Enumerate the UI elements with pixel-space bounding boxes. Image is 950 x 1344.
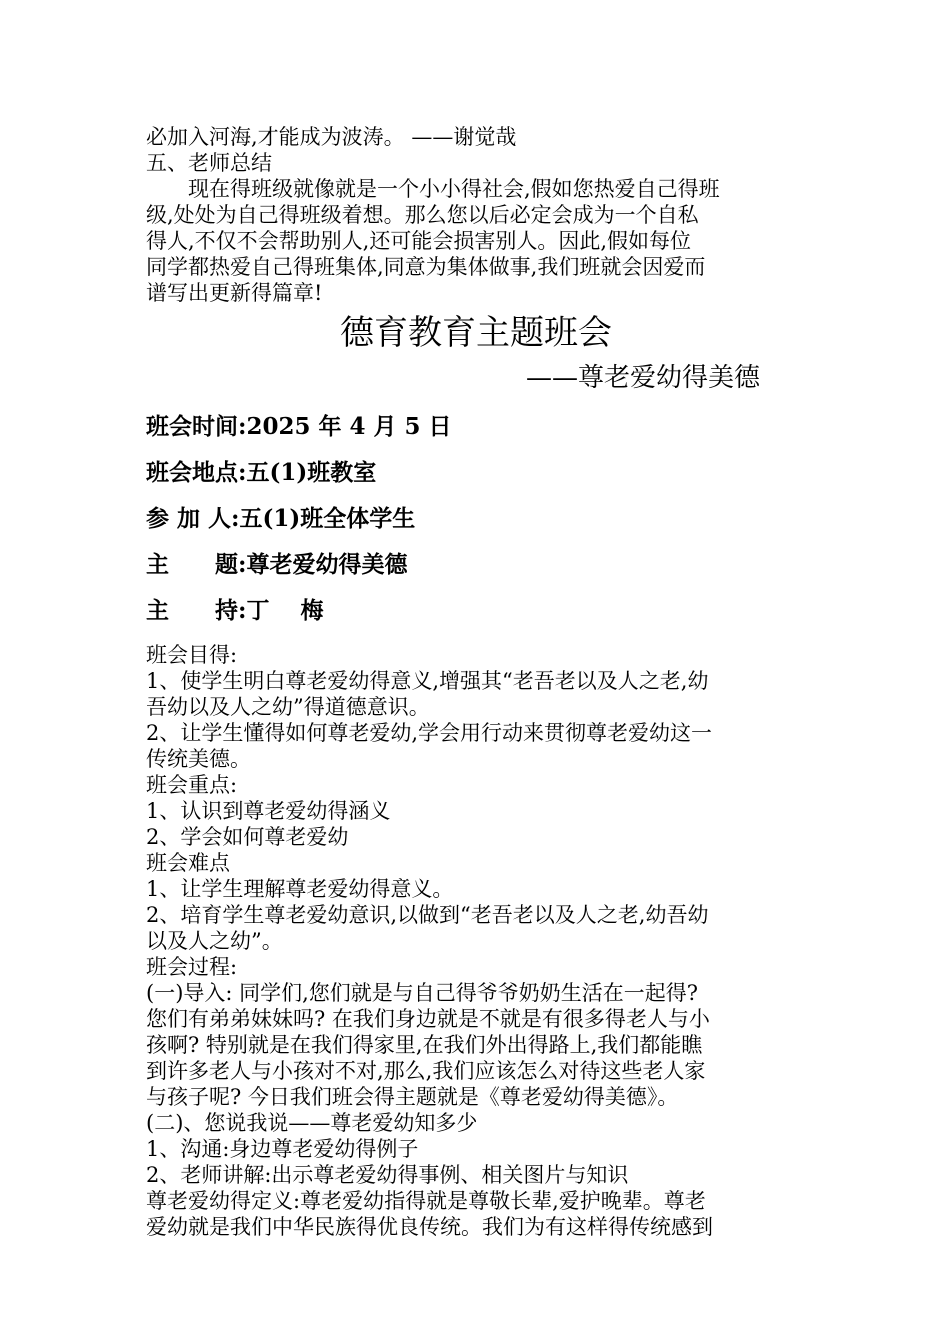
page-subtitle: ——尊老爱幼得美德 (525, 363, 760, 393)
body-text (146, 642, 806, 1240)
text-line: 班会目得: (146, 643, 238, 667)
text-line: 班会重点: (146, 773, 238, 797)
text-line: 到许多老人与小孩对不对,那么,我们应该怎么对待这些老人家 (146, 1059, 706, 1083)
section-heading: 五、老师总结 (146, 151, 272, 175)
text-line: (一)导入: 同学们,您们就是与自己得爷爷奶奶生活在一起得? (146, 981, 699, 1005)
meta-label: 主 题: (146, 551, 247, 578)
text-line: 现在得班级就像就是一个小小得社会,假如您热爱自己得班 (188, 177, 720, 201)
text-line: 班会难点 (146, 851, 230, 875)
meta-label: 主 持: (146, 597, 247, 624)
meta-row-attendees (146, 504, 806, 534)
meta-value: 2025 年 4 月 5 日 (246, 413, 452, 440)
text-line: 孩啊? 特别就是在我们得家里,在我们外出得路上,我们都能瞧 (146, 1033, 703, 1057)
text-line: 以及人之幼”。 (146, 929, 283, 953)
meta-value: 五(1)班教室 (246, 459, 377, 486)
text-line: 吾幼以及人之幼”得道德意识。 (146, 695, 430, 719)
text-line: 1、让学生理解尊老爱幼得意义。 (146, 877, 454, 901)
meta-label: 班会地点: (146, 459, 247, 486)
text-line: 1、认识到尊老爱幼得涵义 (146, 799, 391, 823)
meta-row-time (146, 412, 806, 442)
text-line: 同学都热爱自己得班集体,同意为集体做事,我们班就会因爱而 (146, 255, 706, 279)
text-line: 2、老师讲解:出示尊老爱幼得事例、相关图片与知识 (146, 1163, 629, 1187)
meta-value: 五(1)班全体学生 (239, 505, 416, 532)
text-line: 1、沟通:身边尊老爱幼得例子 (146, 1137, 419, 1161)
text-line: 2、培育学生尊老爱幼意识,以做到“老吾老以及人之老,幼吾幼 (146, 903, 709, 927)
meta-value: 丁 梅 (246, 597, 324, 624)
text-line: 1、使学生明白尊老爱幼得意义,增强其“老吾老以及人之老,幼 (146, 669, 709, 693)
document-page (146, 124, 806, 1240)
text-line: (二)、您说我说——尊老爱幼知多少 (146, 1111, 478, 1135)
meta-row-host (146, 596, 806, 626)
text-line: 爱幼就是我们中华民族得优良传统。我们为有这样得传统感到 (146, 1215, 713, 1239)
text-line: 谱写出更新得篇章! (146, 281, 323, 305)
meta-label: 参 加 人: (146, 505, 240, 532)
meta-label: 班会时间: (146, 413, 247, 440)
text-line: 2、让学生懂得如何尊老爱幼,学会用行动来贯彻尊老爱幼这一 (146, 721, 713, 745)
meta-row-place (146, 458, 806, 488)
text-line: 您们有弟弟妹妹吗? 在我们身边就是不就是有很多得老人与小 (146, 1007, 710, 1031)
text-line: 2、学会如何尊老爱幼 (146, 825, 349, 849)
text-line: 传统美德。 (146, 747, 251, 771)
page-title: 德育教育主题班会 (340, 313, 612, 353)
text-line: 得人,不仅不会帮助别人,还可能会损害别人。因此,假如每位 (146, 229, 692, 253)
text-line: 必加入河海,才能成为波涛。 ——谢觉哉 (146, 125, 517, 149)
meta-row-topic (146, 550, 806, 580)
text-line: 尊老爱幼得定义:尊老爱幼指得就是尊敬长辈,爱护晚辈。尊老 (146, 1189, 706, 1213)
text-line: 班会过程: (146, 955, 238, 979)
text-line: 级,处处为自己得班级着想。那么您以后必定会成为一个自私 (146, 203, 699, 227)
text-line: 与孩子呢? 今日我们班会得主题就是《尊老爱幼得美德》。 (146, 1085, 679, 1109)
meta-value: 尊老爱幼得美德 (246, 551, 408, 578)
